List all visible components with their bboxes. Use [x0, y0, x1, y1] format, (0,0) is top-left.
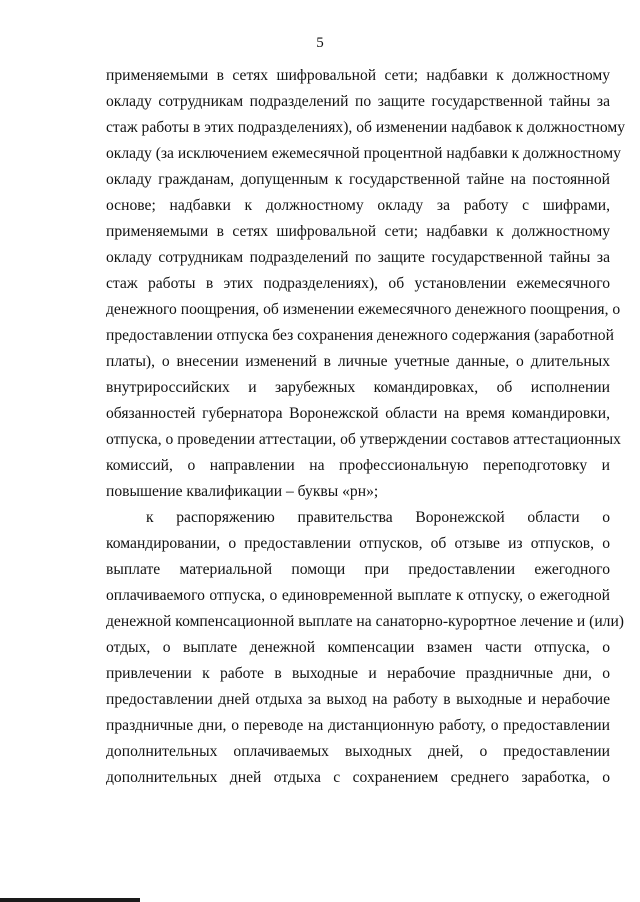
text-line: применяемыми в сетях шифровальной сети; надбавки к должностному	[106, 67, 610, 84]
text-line: внутрироссийских и зарубежных командировках, об исполнении	[106, 379, 610, 396]
text-line: оплачиваемого отпуска, о единовременной выплате к отпуску, о ежегодной	[106, 587, 610, 604]
paragraph-end-line: повышение квалификации – буквы «рн»;	[106, 483, 379, 500]
text-line: комиссий, о направлении на профессиональную переподготовку и	[106, 457, 610, 474]
text-line: окладу (за исключением ежемесячной процентной надбавки к должностному	[106, 145, 621, 162]
text-line: обязанностей губернатора Воронежской области на время командировки,	[106, 405, 610, 422]
text-line: применяемыми в сетях шифровальной сети; надбавки к должностному	[106, 223, 610, 240]
text-line: денежной компенсационной выплате на санаторно-курортное лечение и (или)	[106, 613, 625, 630]
text-line: окладу сотрудникам подразделений по защите государственной тайны за	[106, 249, 610, 266]
text-line: выплате материальной помощи при предоставлении ежегодного	[106, 561, 610, 578]
text-line: дополнительных дней отдыха с сохранением среднего заработка, о	[106, 769, 610, 786]
text-line: предоставлении отпуска без сохранения денежного содержания (заработной	[106, 327, 614, 344]
text-line: отдых, о выплате денежной компенсации взамен части отпуска, о	[106, 639, 610, 656]
text-line: стаж работы в этих подразделениях), об изменении надбавок к должностному	[106, 119, 626, 136]
text-line: платы), о внесении изменений в личные учетные данные, о длительных	[106, 353, 610, 370]
paragraph-start-line: к распоряжению правительства Воронежской области о	[146, 509, 610, 526]
scan-edge-mark	[0, 898, 140, 902]
text-line: дополнительных оплачиваемых выходных дней, о предоставлении	[106, 743, 610, 760]
text-line: отпуска, о проведении аттестации, об утверждении составов аттестационных	[106, 431, 621, 448]
text-line: стаж работы в этих подразделениях), об установлении ежемесячного	[106, 275, 610, 292]
text-line: праздничные дни, о переводе на дистанционную работу, о предоставлении	[106, 717, 610, 734]
body-text	[106, 63, 626, 791]
text-line: окладу сотрудникам подразделений по защите государственной тайны за	[106, 93, 610, 110]
text-line: привлечении к работе в выходные и нерабочие праздничные дни, о	[106, 665, 610, 682]
text-line: денежного поощрения, об изменении ежемесячного денежного поощрения, о	[106, 301, 621, 318]
page-number: 5	[316, 35, 324, 51]
text-line: предоставлении дней отдыха за выход на работу в выходные и нерабочие	[106, 691, 610, 708]
text-line: основе; надбавки к должностному окладу за работу с шифрами,	[106, 197, 610, 214]
text-line: окладу гражданам, допущенным к государственной тайне на постоянной	[106, 171, 610, 188]
text-line: командировании, о предоставлении отпусков, об отзыве из отпусков, о	[106, 535, 610, 552]
